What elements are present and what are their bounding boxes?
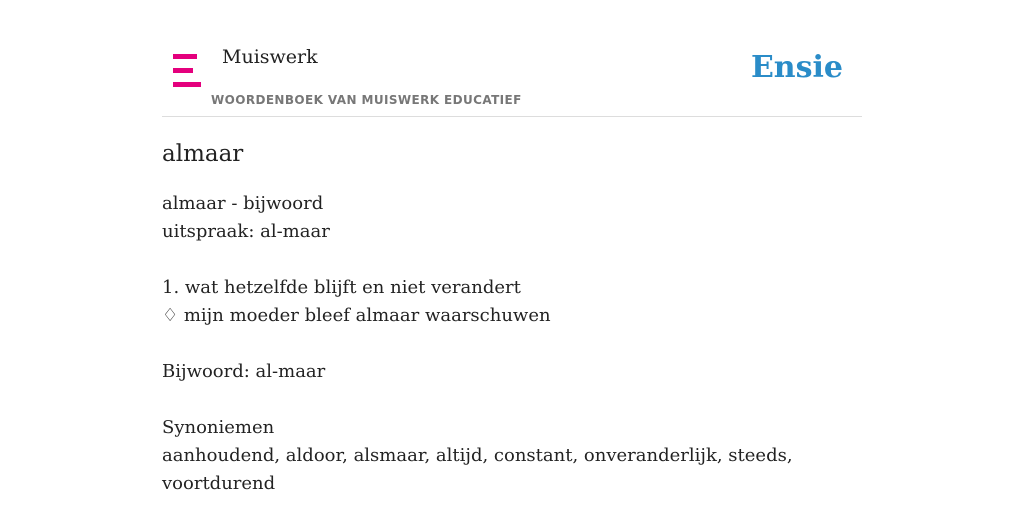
site-header (162, 40, 862, 117)
spacer (162, 246, 862, 274)
spacer (162, 330, 862, 358)
ensie-brand-logo[interactable]: Ensie (750, 50, 843, 85)
synonyms-list: aanhoudend, aldoor, alsmaar, altijd, constant, onveranderlijk, steeds, voortdurend (162, 445, 793, 494)
logo-bar (173, 68, 193, 73)
part-of-speech-line: almaar - bijwoord (162, 193, 324, 214)
site-subtitle: WOORDENBOEK VAN MUISWERK EDUCATIEF (211, 93, 522, 107)
hyphenation-line: Bijwoord: al-maar (162, 361, 326, 382)
entry-content (162, 138, 862, 498)
definition-line: 1. wat hetzelfde blijft en niet verandert (162, 277, 521, 298)
logo-bar (173, 82, 201, 87)
muiswerk-logo-icon[interactable] (173, 54, 201, 88)
example-line: ♢ mijn moeder bleef almaar waarschuwen (162, 305, 551, 326)
site-name[interactable]: Muiswerk (222, 46, 318, 68)
synonyms-heading: Synoniemen (162, 417, 275, 438)
page-title: almaar (162, 141, 244, 167)
spacer (162, 386, 862, 414)
logo-bar (173, 54, 197, 59)
pronunciation-line: uitspraak: al-maar (162, 221, 330, 242)
